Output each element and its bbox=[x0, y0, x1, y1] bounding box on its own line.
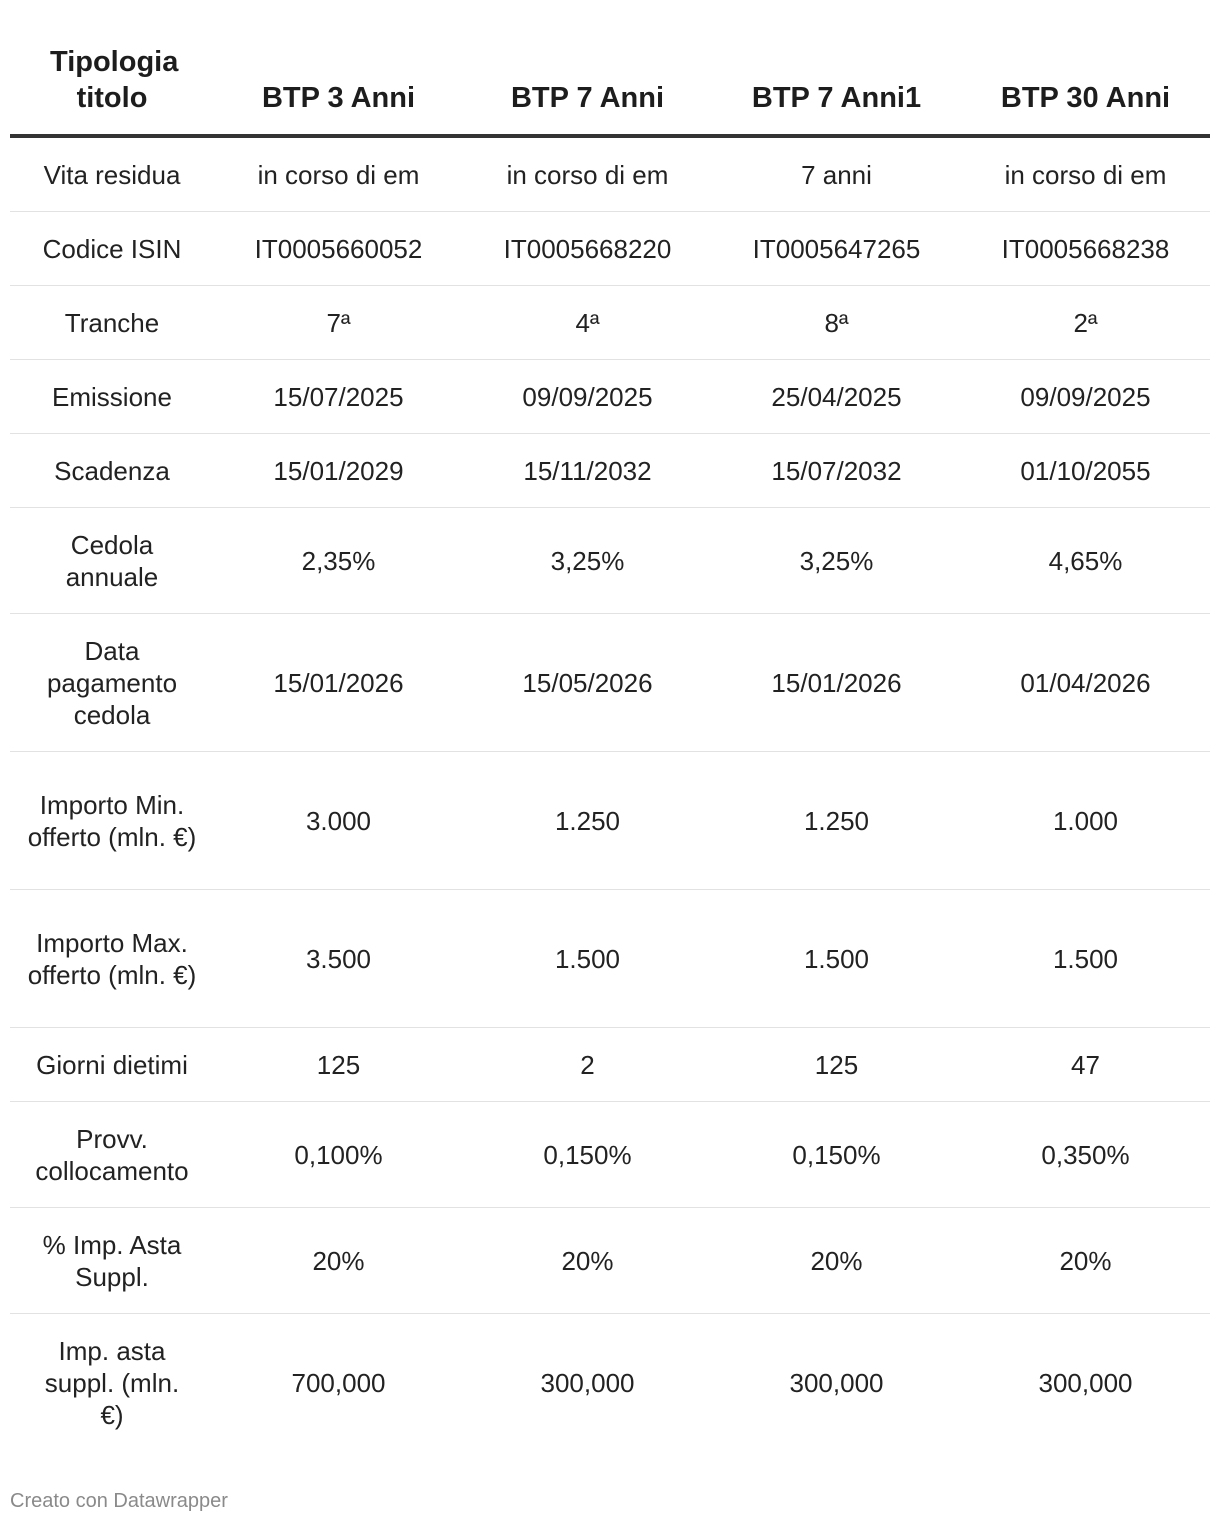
table-cell: IT0005660052 bbox=[214, 212, 463, 286]
table-cell: 0,100% bbox=[214, 1102, 463, 1208]
table-cell: 15/07/2025 bbox=[214, 360, 463, 434]
table-cell: 3,25% bbox=[463, 508, 712, 614]
table-header-row bbox=[10, 40, 1210, 136]
table-cell: 1.500 bbox=[712, 890, 961, 1028]
table-row bbox=[10, 614, 1210, 752]
table-row bbox=[10, 1102, 1210, 1208]
table-cell: 0,350% bbox=[961, 1102, 1210, 1208]
table-cell: 2ª bbox=[961, 286, 1210, 360]
table-cell: 25/04/2025 bbox=[712, 360, 961, 434]
header-label: Tipologia titolo bbox=[10, 40, 214, 136]
table-cell: in corso di em bbox=[214, 136, 463, 212]
row-label: Tranche bbox=[10, 286, 214, 360]
row-label: Imp. asta suppl. (mln. €) bbox=[44, 1335, 180, 1430]
table-cell: 47 bbox=[961, 1028, 1210, 1102]
table-cell: 2 bbox=[463, 1028, 712, 1102]
table-cell: 01/04/2026 bbox=[961, 614, 1210, 752]
table-cell: IT0005668220 bbox=[463, 212, 712, 286]
table-cell: 1.250 bbox=[463, 752, 712, 890]
table-row bbox=[10, 1314, 1210, 1452]
table-cell: 0,150% bbox=[712, 1102, 961, 1208]
table-cell: 1.250 bbox=[712, 752, 961, 890]
table-cell: 700,000 bbox=[291, 1367, 386, 1398]
table-row bbox=[10, 434, 1210, 508]
row-label: Importo Max. offerto (mln. €) bbox=[10, 890, 214, 1028]
table-cell: 0,150% bbox=[463, 1102, 712, 1208]
table-cell: 15/05/2026 bbox=[463, 614, 712, 752]
table-row bbox=[10, 508, 1210, 614]
table-cell: 1.500 bbox=[961, 890, 1210, 1028]
footer-credit: Creato con Datawrapper bbox=[10, 1490, 228, 1512]
table-cell: 4,65% bbox=[961, 508, 1210, 614]
table-cell: in corso di em bbox=[463, 136, 712, 212]
table-row bbox=[10, 136, 1210, 212]
column-header: BTP 7 Anni bbox=[463, 40, 712, 136]
table-cell: 300,000 bbox=[1038, 1367, 1133, 1398]
table-cell: 125 bbox=[214, 1028, 463, 1102]
table-cell: 15/01/2026 bbox=[712, 614, 961, 752]
table-row bbox=[10, 1208, 1210, 1314]
row-label: Vita residua bbox=[10, 136, 214, 212]
table-cell: 8ª bbox=[712, 286, 961, 360]
table-cell: 15/01/2026 bbox=[214, 614, 463, 752]
table-cell: 1.500 bbox=[463, 890, 712, 1028]
table-cell: 09/09/2025 bbox=[961, 360, 1210, 434]
table-cell: 20% bbox=[712, 1208, 961, 1314]
table-cell: 15/07/2032 bbox=[712, 434, 961, 508]
table-cell: 01/10/2055 bbox=[961, 434, 1210, 508]
table-cell: 7ª bbox=[214, 286, 463, 360]
row-label: Emissione bbox=[10, 360, 214, 434]
table-row bbox=[10, 286, 1210, 360]
column-header: BTP 7 Anni1 bbox=[712, 40, 961, 136]
table-cell: 7 anni bbox=[712, 136, 961, 212]
table-cell: IT0005668238 bbox=[961, 212, 1210, 286]
row-label: Data pagamento cedola bbox=[10, 614, 214, 752]
column-header: BTP 3 Anni bbox=[214, 40, 463, 136]
table-row bbox=[10, 752, 1210, 890]
row-label: Provv. collocamento bbox=[10, 1102, 214, 1208]
table-cell: 3.500 bbox=[214, 890, 463, 1028]
table-row bbox=[10, 890, 1210, 1028]
table-cell: 15/11/2032 bbox=[463, 434, 712, 508]
row-label: % Imp. Asta Suppl. bbox=[10, 1208, 214, 1314]
table-cell: IT0005647265 bbox=[712, 212, 961, 286]
row-label: Giorni dietimi bbox=[10, 1028, 214, 1102]
table-cell: 20% bbox=[463, 1208, 712, 1314]
row-label: Codice ISIN bbox=[10, 212, 214, 286]
table-cell: 1.000 bbox=[961, 752, 1210, 890]
table-cell: 20% bbox=[961, 1208, 1210, 1314]
row-label: Importo Min. offerto (mln. €) bbox=[10, 752, 214, 890]
table-cell: 15/01/2029 bbox=[214, 434, 463, 508]
bond-table bbox=[10, 40, 1210, 1451]
row-label: Scadenza bbox=[10, 434, 214, 508]
table-cell: 20% bbox=[214, 1208, 463, 1314]
table-cell: 2,35% bbox=[214, 508, 463, 614]
table-cell: 3.000 bbox=[214, 752, 463, 890]
table-cell: in corso di em bbox=[961, 136, 1210, 212]
table-cell: 300,000 bbox=[789, 1367, 884, 1398]
table-row bbox=[10, 1028, 1210, 1102]
table-row bbox=[10, 212, 1210, 286]
table-cell: 09/09/2025 bbox=[463, 360, 712, 434]
table-cell: 3,25% bbox=[712, 508, 961, 614]
column-header: BTP 30 Anni bbox=[961, 40, 1210, 136]
table-cell: 125 bbox=[712, 1028, 961, 1102]
bond-table-container bbox=[10, 40, 1210, 1451]
table-cell: 300,000 bbox=[540, 1367, 635, 1398]
row-label: Cedola annuale bbox=[10, 508, 214, 614]
table-row bbox=[10, 360, 1210, 434]
table-cell: 4ª bbox=[463, 286, 712, 360]
